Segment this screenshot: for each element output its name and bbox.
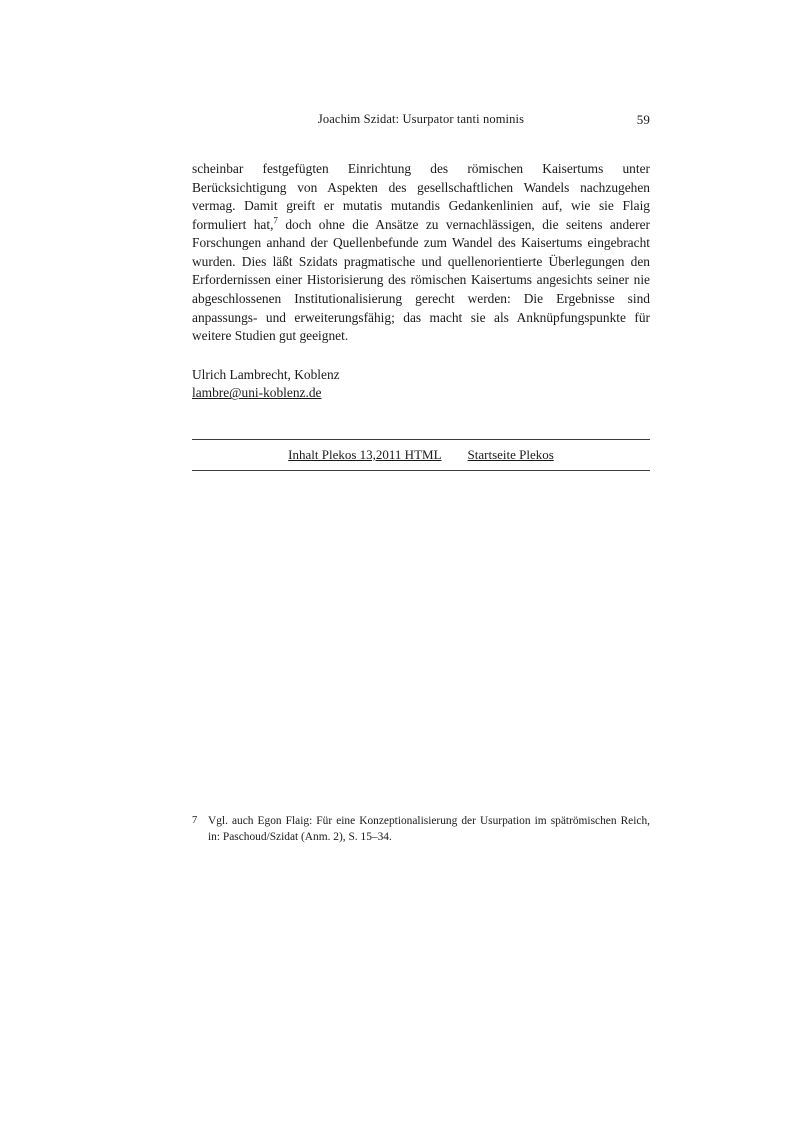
author-signature: [192, 366, 650, 404]
author-name: Ulrich Lambrecht, Koblenz: [192, 366, 340, 382]
page-number: 59: [636, 112, 650, 127]
running-title: Joachim Szidat: Usurpator tanti nominis: [317, 112, 525, 126]
paragraph-text-after-footnote: doch ohne die Ansätze zu vernachlässigen, die seitens anderer Forschungen anhand der Quellenbefunde zum Wandel des Kaisertums eingebracht wurden. Dies läßt Szidats pragmatische und quellenorientierte Überlegungen den Erfordernissen einer Historisierung des römischen Kaisertums angesichts seiner nie abgeschlossenen Institutionalisierung gerecht werden: Die Ergebnisse sind anpassungs- und erweiterungsfähig; das macht sie als Anknüpfungspunkte für weitere Studien gut geeignet.: [192, 216, 650, 344]
link-contents[interactable]: Inhalt Plekos 13,2011 HTML: [288, 447, 442, 463]
link-home[interactable]: Startseite Plekos: [467, 447, 554, 463]
navigation-links: [192, 440, 650, 470]
page-content: [192, 112, 650, 471]
running-header: [192, 112, 650, 134]
footnote-item: [192, 814, 650, 845]
footnote-reference: 7: [273, 215, 278, 226]
footnote-area: [192, 814, 650, 845]
body-paragraph: [192, 160, 650, 346]
footnote-marker: 7: [192, 815, 198, 826]
footnote-text: Vgl. auch Egon Flaig: Für eine Konzeptionalisierung der Usurpation im spätrömischen Reich, in: Paschoud/Szidat (Anm. 2), S. 15–34.: [208, 815, 650, 843]
navigation-block: [192, 439, 650, 471]
author-email-link[interactable]: lambre@uni-koblenz.de: [192, 385, 322, 401]
rule-bottom: [192, 470, 650, 471]
paragraph-text-before-footnote: scheinbar festgefügten Einrichtung des römischen Kaisertums unter Berücksichtigung von Aspekten des gesellschaftlichen Wandels nachzugehen vermag. Damit greift er mutatis mutandis Gedankenlinien auf, wie sie Flaig formuliert hat,: [192, 161, 650, 232]
